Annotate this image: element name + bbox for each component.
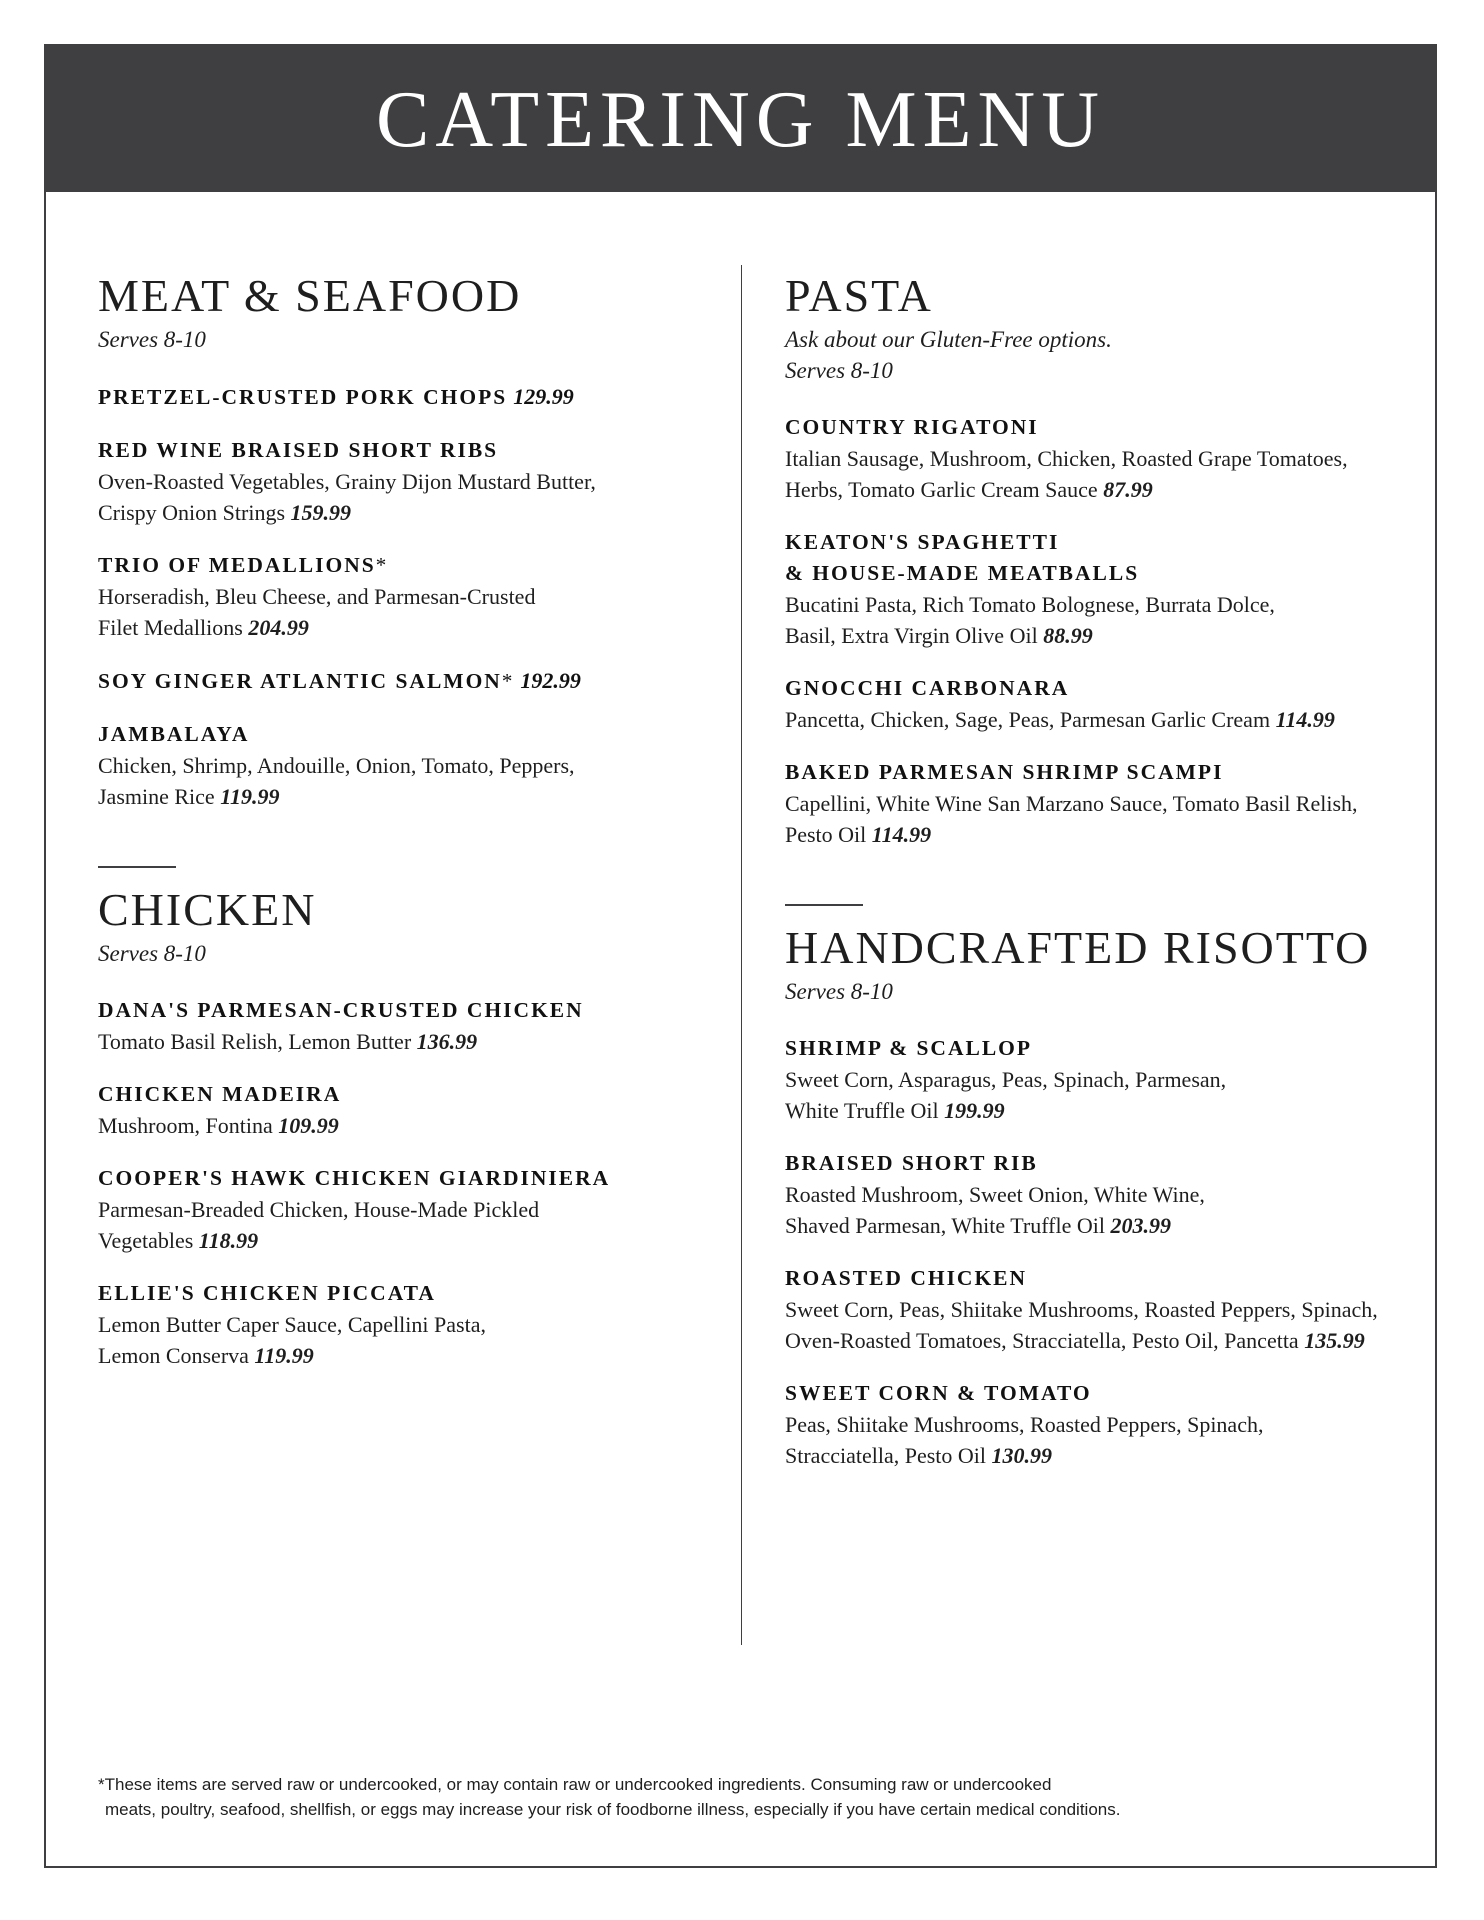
section-title: MEAT & SEAFOOD — [98, 270, 522, 321]
item-price: 119.99 — [254, 1343, 314, 1368]
item-description: Parmesan-Breaded Chicken, House-Made Pickled — [98, 1197, 540, 1222]
disclaimer-line-1: *These items are served raw or undercooked, or may contain raw or undercooked ingredients. Consuming raw or undercooked — [98, 1775, 1052, 1794]
menu-item — [98, 1079, 708, 1141]
left-column — [98, 268, 708, 1393]
disclaimer-line-2: meats, poultry, seafood, shellfish, or eggs may increase your risk of foodborne illness, especially if you have certain medical conditions. — [105, 1800, 1121, 1819]
item-name — [98, 381, 708, 413]
item-description-line2 — [785, 620, 1405, 651]
item-title: BRAISED SHORT RIB — [785, 1151, 1038, 1175]
page-title: CATERING MENU — [375, 75, 1106, 164]
menu-item — [785, 757, 1405, 850]
menu-item — [785, 527, 1405, 651]
item-description-line2 — [785, 1325, 1405, 1356]
item-price: 130.99 — [991, 1443, 1052, 1468]
item-title: PRETZEL-CRUSTED PORK CHOPS — [98, 385, 508, 409]
menu-item — [98, 719, 708, 812]
item-title: ROASTED CHICKEN — [785, 1266, 1028, 1290]
item-price: 136.99 — [416, 1029, 478, 1054]
item-title-line2: & HOUSE-MADE MEATBALLS — [785, 561, 1140, 585]
item-price: 199.99 — [944, 1098, 1005, 1123]
section-note-serves: Serves 8-10 — [785, 358, 893, 383]
item-description-line2 — [98, 1340, 708, 1371]
item-title: TRIO OF MEDALLIONS — [98, 553, 376, 577]
item-title: BAKED PARMESAN SHRIMP SCAMPI — [785, 760, 1224, 784]
item-price: 135.99 — [1304, 1328, 1365, 1353]
item-description: Roasted Mushroom, Sweet Onion, White Wine, — [785, 1182, 1205, 1207]
item-description-line2 — [785, 474, 1405, 505]
item-price: 204.99 — [248, 615, 309, 640]
menu-item — [785, 673, 1405, 735]
section-rule — [785, 904, 863, 906]
item-price: 87.99 — [1103, 477, 1153, 502]
item-title: GNOCCHI CARBONARA — [785, 676, 1070, 700]
item-description-line — [785, 704, 1405, 735]
menu-header — [44, 44, 1437, 192]
section-risotto — [785, 904, 1405, 1471]
item-price: 118.99 — [198, 1228, 259, 1253]
section-note: Serves 8-10 — [785, 979, 893, 1004]
item-price: 159.99 — [290, 500, 352, 525]
item-price: 114.99 — [871, 822, 932, 847]
menu-item — [98, 1163, 708, 1256]
item-description: Sweet Corn, Peas, Shiitake Mushrooms, Roasted Peppers, Spinach, — [785, 1297, 1378, 1322]
item-description: Bucatini Pasta, Rich Tomato Bolognese, Burrata Dolce, — [785, 592, 1275, 617]
item-description-line2 — [785, 1440, 1405, 1471]
item-description-text: Basil, Extra Virgin Olive Oil — [785, 623, 1038, 648]
right-column — [785, 268, 1405, 1493]
item-description-line2 — [785, 1210, 1405, 1241]
item-description-text: Pancetta, Chicken, Sage, Peas, Parmesan Garlic Cream — [785, 707, 1271, 732]
item-title: RED WINE BRAISED SHORT RIBS — [98, 438, 499, 462]
item-list — [785, 412, 1405, 850]
raw-warning-mark: * — [375, 553, 389, 577]
item-title: CHICKEN MADEIRA — [98, 1082, 342, 1106]
item-price: 88.99 — [1043, 623, 1093, 648]
item-description-text: Herbs, Tomato Garlic Cream Sauce — [785, 477, 1098, 502]
section-title: PASTA — [785, 270, 933, 321]
item-description-text: Filet Medallions — [98, 615, 243, 640]
item-title: SWEET CORN & TOMATO — [785, 1381, 1092, 1405]
item-description: Lemon Butter Caper Sauce, Capellini Pasta, — [98, 1312, 486, 1337]
item-description: Sweet Corn, Asparagus, Peas, Spinach, Parmesan, — [785, 1067, 1227, 1092]
item-description-text: White Truffle Oil — [785, 1098, 939, 1123]
item-description: Capellini, White Wine San Marzano Sauce, Tomato Basil Relish, — [785, 791, 1358, 816]
item-title: JAMBALAYA — [98, 722, 250, 746]
item-description-text: Jasmine Rice — [98, 784, 215, 809]
item-description-line — [98, 1026, 708, 1057]
item-price: 114.99 — [1275, 707, 1335, 732]
item-list — [785, 1033, 1405, 1471]
item-title: DANA'S PARMESAN-CRUSTED CHICKEN — [98, 998, 584, 1022]
raw-warning-mark: * — [501, 669, 515, 693]
item-name — [98, 665, 708, 697]
section-note: Ask about our Gluten-Free options. — [785, 327, 1112, 352]
item-title: SHRIMP & SCALLOP — [785, 1036, 1033, 1060]
item-list — [98, 381, 708, 812]
menu-item — [98, 550, 708, 643]
section-rule — [98, 866, 176, 868]
item-description-text: Crispy Onion Strings — [98, 500, 286, 525]
item-description-text: Stracciatella, Pesto Oil — [785, 1443, 986, 1468]
item-price: 129.99 — [513, 384, 574, 409]
item-description-line2 — [785, 1095, 1405, 1126]
menu-item — [98, 995, 708, 1057]
menu-item — [98, 1278, 708, 1371]
item-description-text: Mushroom, Fontina — [98, 1113, 273, 1138]
item-description: Peas, Shiitake Mushrooms, Roasted Peppers, Spinach, — [785, 1412, 1264, 1437]
item-description-text: Vegetables — [98, 1228, 194, 1253]
section-meat-seafood — [98, 268, 708, 812]
item-description-line2 — [98, 781, 708, 812]
menu-item — [785, 1033, 1405, 1126]
item-description-line2 — [785, 819, 1405, 850]
item-title: COUNTRY RIGATONI — [785, 415, 1039, 439]
section-note: Serves 8-10 — [98, 327, 206, 352]
section-pasta — [785, 268, 1405, 850]
section-title: HANDCRAFTED RISOTTO — [785, 922, 1371, 973]
item-description-text: Tomato Basil Relish, Lemon Butter — [98, 1029, 412, 1054]
menu-item — [785, 412, 1405, 505]
item-price: 203.99 — [1110, 1213, 1171, 1238]
item-title: KEATON'S SPAGHETTI — [785, 530, 1060, 554]
item-description-text: Oven-Roasted Tomatoes, Stracciatella, Pesto Oil, Pancetta — [785, 1328, 1299, 1353]
item-description-line2 — [98, 497, 708, 528]
raw-food-disclaimer — [98, 1772, 1348, 1822]
item-description-line2 — [98, 1225, 708, 1256]
item-title: COOPER'S HAWK CHICKEN GIARDINIERA — [98, 1166, 611, 1190]
item-title: SOY GINGER ATLANTIC SALMON — [98, 669, 502, 693]
item-list — [98, 995, 708, 1371]
item-price: 119.99 — [220, 784, 280, 809]
menu-item — [785, 1378, 1405, 1471]
menu-item — [98, 381, 708, 413]
menu-item — [98, 435, 708, 528]
menu-item — [785, 1148, 1405, 1241]
menu-item — [785, 1263, 1405, 1356]
item-name — [98, 550, 708, 581]
item-description-line2 — [98, 612, 708, 643]
item-price: 192.99 — [520, 668, 581, 693]
section-note: Serves 8-10 — [98, 941, 206, 966]
item-description-text: Lemon Conserva — [98, 1343, 249, 1368]
item-description-line — [98, 1110, 708, 1141]
menu-item — [98, 665, 708, 697]
column-divider — [741, 265, 742, 1645]
item-description: Oven-Roasted Vegetables, Grainy Dijon Mustard Butter, — [98, 469, 596, 494]
section-chicken — [98, 866, 708, 1371]
item-description: Horseradish, Bleu Cheese, and Parmesan-Crusted — [98, 584, 536, 609]
item-title: ELLIE'S CHICKEN PICCATA — [98, 1281, 436, 1305]
item-description: Chicken, Shrimp, Andouille, Onion, Tomato, Peppers, — [98, 753, 575, 778]
item-description: Italian Sausage, Mushroom, Chicken, Roasted Grape Tomatoes, — [785, 446, 1348, 471]
section-title: CHICKEN — [98, 884, 317, 935]
item-price: 109.99 — [278, 1113, 339, 1138]
item-description-text: Shaved Parmesan, White Truffle Oil — [785, 1213, 1105, 1238]
item-description-text: Pesto Oil — [785, 822, 867, 847]
